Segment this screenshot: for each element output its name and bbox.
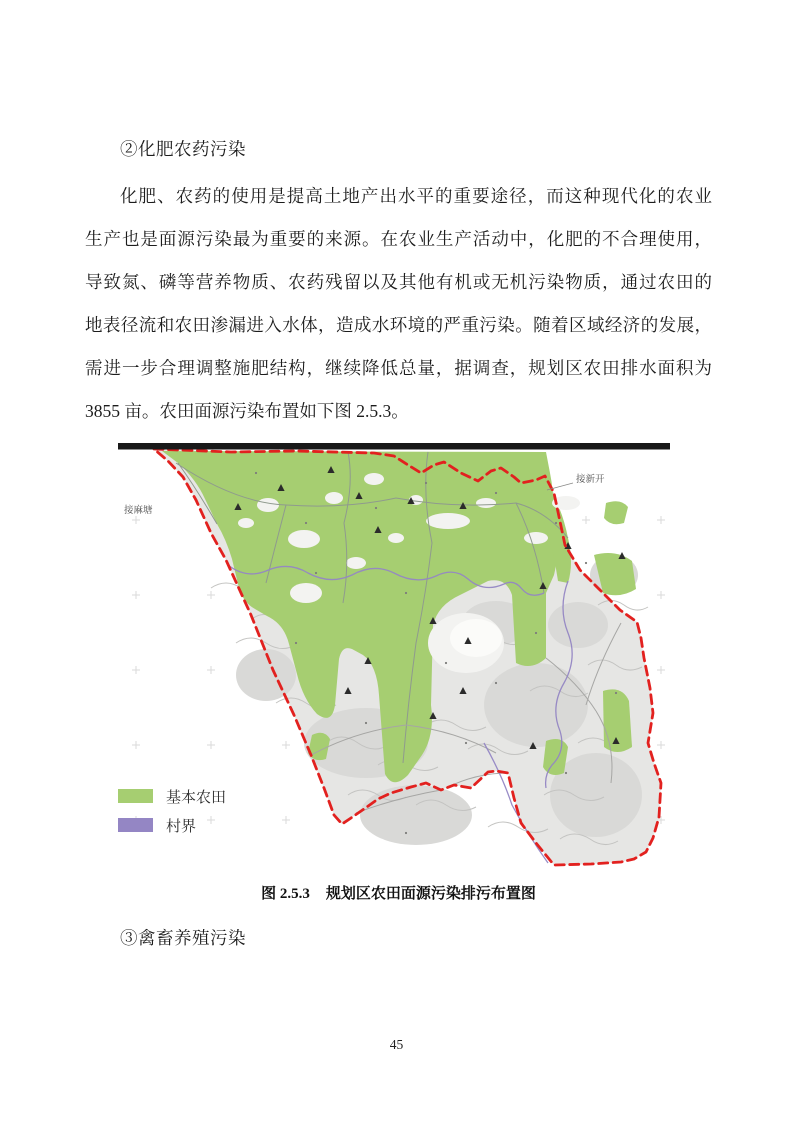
legend-item-farmland [118, 787, 226, 805]
map-label-left: 接麻塘 [124, 505, 153, 516]
village-label: 村界 [166, 817, 197, 835]
paragraph-line: 生产也是面源污染最为重要的来源。在农业生产活动中，化肥的不合理使用， [85, 229, 712, 249]
paragraph-line: 导致氮、磷等营养物质、农药残留以及其他有机或无机污染物质，通过农田的 [85, 272, 712, 292]
farmland-label: 基本农田 [166, 788, 227, 806]
body-paragraph [85, 175, 712, 433]
map-label-top-right: 接新开 [576, 474, 605, 485]
farmland-pollution-map [116, 443, 672, 880]
paragraph-line: 需进一步合理调整施肥结构，继续降低总量，据调查，规划区农田排水面积为 [85, 358, 712, 378]
figure-caption [85, 879, 712, 909]
section-heading-livestock: ③禽畜养殖污染 [120, 928, 246, 948]
figure-caption-title: 规划区农田面源污染排污布置图 [325, 886, 536, 902]
legend-item-village [118, 816, 226, 834]
paragraph-line: 地表径流和农田渗漏进入水体，造成水环境的严重污染。随着区域经济的发展， [85, 315, 712, 335]
village-swatch [118, 818, 153, 832]
paragraph-line: 3855 亩。农田面源污染布置如下图 2.5.3。 [85, 401, 409, 421]
page-number: 45 [389, 1037, 404, 1052]
paragraph-line: 化肥、农药的使用是提高土地产出水平的重要途径，而这种现代化的农业 [120, 186, 712, 206]
map-legend [118, 787, 226, 845]
section-heading-fertilizer: ②化肥农药污染 [120, 139, 246, 159]
figure-top-border [118, 443, 670, 450]
farmland-swatch [118, 789, 153, 803]
figure-caption-number: 图 2.5.3 [261, 886, 310, 902]
clearing-highlight [450, 619, 502, 657]
